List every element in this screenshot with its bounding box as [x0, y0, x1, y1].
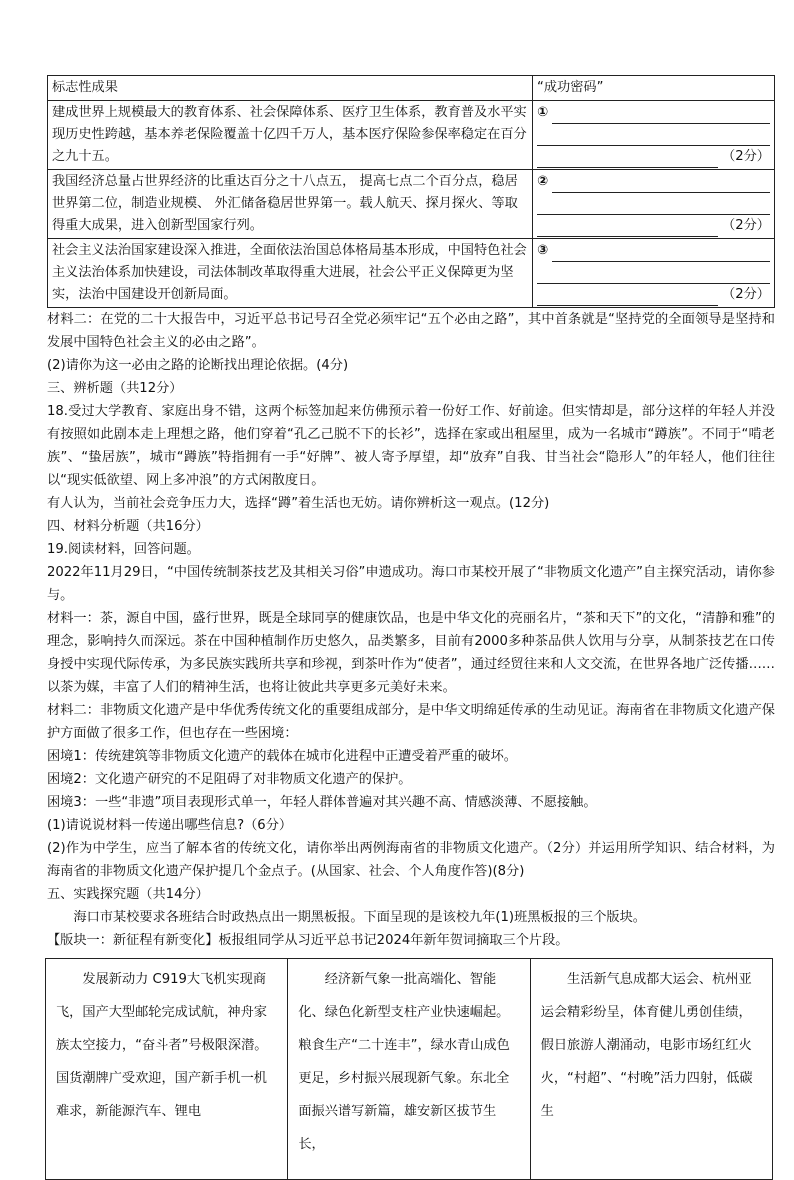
circle-number: ①	[537, 105, 549, 120]
achievement-text: 我国经济总量占世界经济的比重达百分之十八点五， 提高七点二个百分点，稳居世界第二位，制造业规模、 外汇储备稳居世界第一。载人航天、探月探火、等取得重大成果，进入创新型国家行列。	[48, 170, 533, 239]
question-2: (2)请你为这一必由之路的论断找出理论依据。(4分)	[47, 358, 349, 373]
dilemma-2: 困境2：文化遗产研究的不足阻碍了对非物质文化遗产的保护。	[47, 772, 412, 787]
answer-cell	[533, 170, 775, 239]
question-19-1: (1)请说说材料一传递出哪些信息?（6分）	[47, 818, 293, 833]
answer-line[interactable]	[537, 146, 770, 168]
exam-page	[47, 75, 775, 1180]
dilemma-3: 困境3：一些“非遗”项目表现形式单一，年轻人群体普遍对其兴趣不高、情感淡薄、不愿接触。	[47, 795, 597, 810]
excerpt-text: 经济新气象一批高端化、智能化、绿色化新型支柱产业快速崛起。粮食生产“二十连丰”，绿水青山成色更足，乡村振兴展现新气象。东北全面振兴谱写新篇，雄安新区拔节生长，	[298, 972, 510, 1152]
achievement-text: 建成世界上规模最大的教育体系、社会保障体系、医疗卫生体系，教育普及水平实现历史性跨越，基本养老保险覆盖十亿四千万人，基本医疗保险参保率稳定在百分之九十五。	[48, 101, 533, 170]
question-19-2: (2)作为中学生，应当了解本省的传统文化，请你举出两例海南省的非物质文化遗产。（2分）并运用所学知识、结合材料，为海南省的非物质文化遗产保护提几个金点子。(从国家、社会、个人角度作答)(8分)	[47, 841, 775, 879]
section-four-title: 四、材料分析题（共16分）	[47, 519, 209, 534]
table-header-row	[48, 76, 775, 101]
answer-line[interactable]	[537, 193, 770, 215]
section-five-title: 五、实践探究题（共14分）	[47, 887, 209, 902]
blackboard-table	[45, 958, 773, 1180]
header-success-code: “成功密码”	[533, 76, 775, 101]
answer-line[interactable]	[537, 240, 770, 262]
dilemma-1: 困境1：传统建筑等非物质文化遗产的载体在城市化进程中正遭受着严重的破坏。	[47, 749, 517, 764]
question-19: 19.阅读材料，回答问题。	[47, 542, 200, 557]
board-section-one: 【版块一：新征程有新变化】板报组同学从习近平总书记2024年新年贺词摘取三个片段。	[47, 933, 569, 948]
answer-line[interactable]	[537, 102, 770, 124]
question-18-prompt: 有人认为，当前社会竞争压力大，选择“蹲”着生活也无妨。请你辨析这一观点。(12分)	[47, 496, 550, 511]
header-achievements: 标志性成果	[48, 76, 533, 101]
table-row	[48, 239, 775, 308]
circle-number: ②	[537, 174, 549, 189]
points: （2分）	[722, 218, 770, 233]
table-row	[48, 101, 775, 170]
points: （2分）	[722, 287, 770, 302]
answer-cell	[533, 101, 775, 170]
excerpt-life	[530, 959, 772, 1180]
section-three-title: 三、辨析题（共12分）	[47, 381, 183, 396]
practice-intro: 海口市某校要求各班结合时政热点出一期黑板报。下面呈现的是该校九年(1)班黑板报的三个版块。	[73, 910, 646, 925]
excerpt-new-momentum	[46, 959, 288, 1180]
answer-line[interactable]	[537, 171, 770, 193]
table-row	[46, 959, 773, 1180]
excerpt-text: 生活新气息成都大运会、杭州亚运会精彩纷呈，体育健儿勇创佳绩，假日旅游人潮涌动，电影市场红红火火，“村超”、“村晚”活力四射，低碳生	[540, 972, 753, 1119]
material-one-tea: 材料一：茶，源自中国，盛行世界，既是全球同享的健康饮品，也是中华文化的亮丽名片，“茶和天下”的文化，“清静和雅”的理念，影响持久而深远。茶在中国种植制作历史悠久，品类繁多，目前有2000多种茶品供人饮用与分享，从制茶技艺在口传身授中实现代际传承，为多民族实践所共享和珍视，到茶叶作为“使者”，通过经贸往来和人文交流，在世界各地广泛传播……以茶为媒，丰富了人们的精神生活，也将让彼此共享更多元美好未来。	[47, 611, 775, 695]
material-two-heritage: 材料二：非物质文化遗产是中华优秀传统文化的重要组成部分，是中华文明绵延传承的生动见证。海南省在非物质文化遗产保护方面做了很多工作，但也存在一些困境：	[47, 703, 775, 741]
answer-line[interactable]	[537, 124, 770, 146]
intro-paragraph: 2022年11月29日，“中国传统制茶技艺及其相关习俗”申遗成功。海口市某校开展了“非物质文化遗产”自主探究活动，请你参与。	[47, 565, 775, 603]
material-two: 材料二：在党的二十大报告中，习近平总书记号召全党必须牢记“五个必由之路”，其中首条就是“坚持党的全面领导是坚持和发展中国特色社会主义的必由之路”。	[47, 312, 775, 350]
table-row	[48, 170, 775, 239]
circle-number: ③	[537, 243, 549, 258]
achievements-table	[47, 75, 775, 308]
achievement-text: 社会主义法治国家建设深入推进，全面依法治国总体格局基本形成，中国特色社会主义法治体系加快建设，司法体制改革取得重大进展，社会公平正义保障更为坚实，法治中国建设开创新局面。	[48, 239, 533, 308]
answer-cell	[533, 239, 775, 308]
excerpt-text: 发展新动力 C919大飞机实现商飞，国产大型邮轮完成试航，神舟家族太空接力，“奋斗者”号极限深潜。国货潮牌广受欢迎，国产新手机一机难求，新能源汽车、锂电	[56, 972, 268, 1119]
points: （2分）	[722, 149, 770, 164]
answer-line[interactable]	[537, 284, 770, 306]
answer-line[interactable]	[537, 215, 770, 237]
excerpt-economy	[288, 959, 530, 1180]
question-18: 18.受过大学教育、家庭出身不错，这两个标签加起来仿佛预示着一份好工作、好前途。但实情却是，部分这样的年轻人并没有按照如此剧本走上理想之路，他们穿着“孔乙己脱不下的长衫”，选择在家或出租屋里，成为一名城市“蹲族”。不同于“啃老族”、“蛰居族”，城市“蹲族”特指拥有一手“好牌”、被人寄予厚望，却“放弃”自我、甘当社会“隐形人”的年轻人，他们往往以“现实低欲望、网上多冲浪”的方式闲散度日。	[47, 404, 775, 488]
answer-line[interactable]	[537, 262, 770, 284]
